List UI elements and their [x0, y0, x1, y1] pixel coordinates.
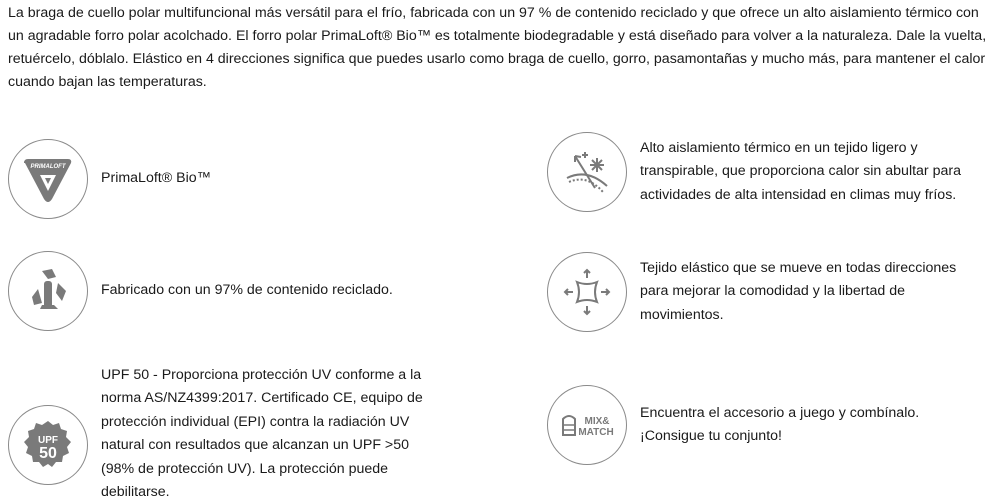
upf-50-icon: [8, 405, 88, 485]
svg-text:UPF: UPF: [38, 434, 58, 446]
feature-text: Alto aislamiento térmico en un tejido ligero y transpirable, que proporciona calor sin abultar para actividades de alta intensidad en climas muy fríos.: [640, 139, 961, 203]
feature-thermal: [547, 132, 987, 212]
feature-text: PrimaLoft® Bio™: [101, 170, 211, 187]
recycle-icon: [8, 251, 88, 331]
svg-text:MATCH: MATCH: [578, 427, 614, 438]
mix-and-match-icon: [547, 385, 627, 465]
feature-recycled: [8, 251, 468, 331]
feature-primaloft: [8, 139, 448, 219]
feature-upf: [8, 364, 468, 504]
feature-text: Encuentra el accesorio a juego y combínalo. ¡Consigue tu conjunto!: [640, 404, 920, 444]
svg-text:PRIMALOFT: PRIMALOFT: [30, 164, 66, 170]
thermal-insulation-icon: [547, 132, 627, 212]
primaloft-logo-icon: [8, 139, 88, 219]
feature-mix-match: [547, 385, 987, 465]
feature-text: Fabricado con un 97% de contenido reciclado.: [101, 282, 393, 299]
feature-text: UPF 50 - Proporciona protección UV conforme a la norma AS/NZ4399:2017. Certificado CE, equipo de protección individual (EPI) contra la radiación UV natural con resultados que alcanzan un UPF >50 (98% de protección UV). La protección puede debilitarse.: [101, 367, 423, 501]
svg-text:50: 50: [39, 444, 57, 462]
feature-text: Tejido elástico que se mueve en todas direcciones para mejorar la comodidad y la libertad de movimientos.: [640, 259, 957, 323]
svg-text:MIX&: MIX&: [584, 416, 610, 427]
product-description: La braga de cuello polar multifuncional más versátil para el frío, fabricada con un 97 % de contenido reciclado y que ofrece un alto aislamiento térmico con un agradable forro polar acolchado. El forro polar PrimaLoft® Bio™ es totalmente biodegradable y está diseñado para volver a la naturaleza. Dale la vuelta, retuércelo, dóblalo. Elástico en 4 direcciones significa que puedes usarlo como braga de cuello, gorro, pasamontañas y mucho más, para mantener el calor cuando bajan las temperaturas.: [8, 5, 987, 90]
four-way-stretch-icon: [547, 252, 627, 332]
feature-stretch: [547, 252, 987, 332]
